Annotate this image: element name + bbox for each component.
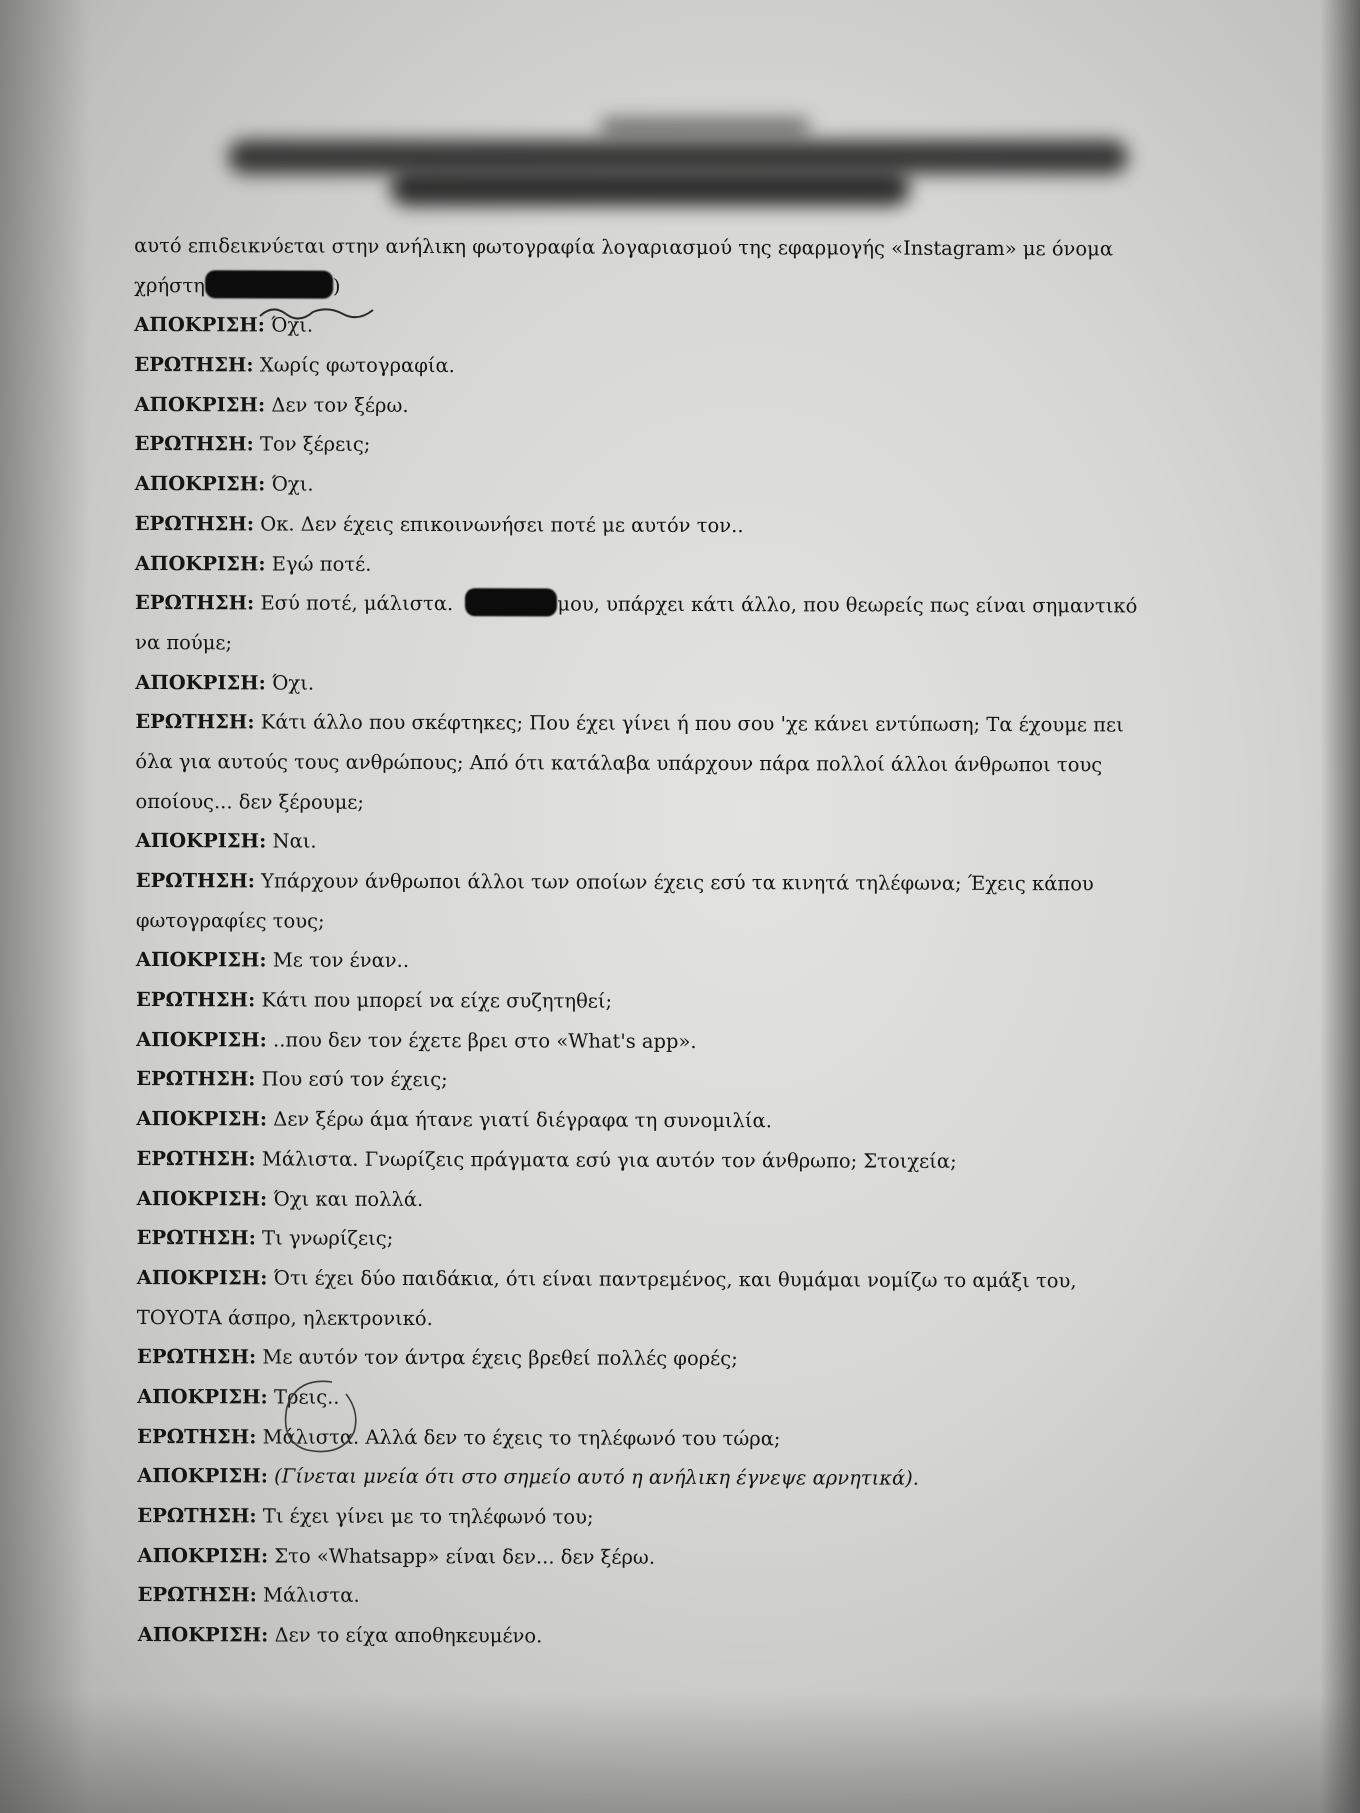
dialogue-text: Ότι έχει δύο παιδάκια, ότι είναι παντρεμένος, και θυμάμαι νομίζω το αμάξι του, [273, 1266, 1077, 1293]
dialogue-line [138, 1615, 1208, 1658]
dialogue-note: (Γίνεται μνεία ότι στο σημείο αυτό η ανήλικη έγνεψε αρνητικά). [274, 1464, 919, 1491]
dialogue-text: ..που δεν τον έχετε βρει στο «What's app». [272, 1028, 697, 1053]
dialogue-text: Που εσύ τον έχεις; [261, 1067, 448, 1092]
dialogue-line [135, 424, 1205, 467]
dialogue-text: Μάλιστα. [262, 1583, 360, 1608]
transcript-body [134, 226, 1208, 1659]
dialogue-line [134, 305, 1204, 348]
speaker-label: ΑΠΟΚΡΙΣΗ: [134, 551, 266, 575]
dialogue-text: Μάλιστα. Γνωρίζεις πράγματα εσύ για αυτόν τον άνθρωπο; Στοιχεία; [261, 1147, 957, 1173]
dialogue-text: Τον ξέρεις; [259, 432, 371, 457]
speaker-label: ΑΠΟΚΡΙΣΗ: [137, 1384, 268, 1409]
dialogue-text: Δεν το είχα αποθηκευμένο. [274, 1623, 543, 1648]
speaker-label: ΑΠΟΚΡΙΣΗ: [135, 829, 267, 853]
speaker-label: ΑΠΟΚΡΙΣΗ: [136, 1107, 268, 1131]
speaker-label: ΑΠΟΚΡΙΣΗ: [136, 1265, 268, 1290]
dialogue-line-continuation: φωτογραφίες τους; [135, 908, 325, 933]
dialogue-line [136, 1139, 1206, 1182]
dialogue-text: Δεν τον ξέρω. [271, 393, 409, 417]
dialogue-line [137, 1377, 1207, 1420]
dialogue-line [135, 663, 1205, 706]
dialogue-text: Μάλιστα. Αλλά δεν το έχεις το τηλέφωνό του τώρα; [262, 1425, 781, 1450]
dialogue-line-continuation: ΤΟΥΟΤΑ άσπρο, ηλεκτρονικό. [136, 1305, 433, 1330]
dialogue-line [136, 1059, 1206, 1102]
dialogue-line [135, 702, 1205, 745]
blurred-header-line-3 [390, 170, 910, 206]
dialogue-line [136, 1099, 1206, 1142]
dialogue-line [136, 980, 1206, 1023]
speaker-label: ΑΠΟΚΡΙΣΗ: [137, 1543, 269, 1568]
speaker-label: ΑΠΟΚΡΙΣΗ: [135, 670, 266, 695]
dialogue-line-continuation: όλα για αυτούς τους ανθρώπους; Από ότι κατάλαβα υπάρχουν πάρα πολλοί άλλοι άνθρωποι τους [135, 749, 1103, 777]
dialogue-text: Οκ. Δεν έχεις επικοινωνήσει ποτέ με αυτόν τον.. [260, 512, 744, 537]
speaker-label: ΕΡΩΤΗΣΗ: [135, 988, 256, 1012]
speaker-label: ΕΡΩΤΗΣΗ: [134, 353, 254, 377]
dialogue-text: Στο «Whatsapp» είναι δεν... δεν ξέρω. [274, 1544, 656, 1569]
page-shadow-left [0, 0, 90, 1813]
speaker-label: ΕΡΩΤΗΣΗ: [136, 1345, 257, 1369]
speaker-label: ΑΠΟΚΡΙΣΗ: [134, 313, 265, 337]
intro-line-2-suffix: ) [332, 274, 341, 298]
dialogue-line [137, 1258, 1207, 1301]
speaker-label: ΕΡΩΤΗΣΗ: [134, 511, 255, 536]
page-shadow-right [1320, 0, 1360, 1813]
speaker-label: ΕΡΩΤΗΣΗ: [134, 591, 255, 615]
dialogue-line [135, 544, 1205, 587]
dialogue-line [137, 1218, 1207, 1261]
speaker-label: ΕΡΩΤΗΣΗ: [136, 1067, 256, 1091]
dialogue-text: Τρεις.. [273, 1385, 340, 1409]
dialogue-text: Με τον έναν.. [272, 948, 410, 973]
dialogue-text: Υπάρχουν άνθρωποι άλλοι των οποίων έχεις εσύ τα κινητά τηλέφωνα; Έχεις κάπου [261, 869, 1094, 896]
dialogue-text: Κάτι που μπορεί να είχε συζητηθεί; [261, 988, 613, 1013]
speaker-label: ΕΡΩΤΗΣΗ: [137, 1583, 257, 1607]
speaker-label: ΕΡΩΤΗΣΗ: [137, 1504, 257, 1528]
blurred-header-line-2 [228, 140, 1128, 174]
dialogue-text: Τι γνωρίζεις; [262, 1226, 394, 1251]
intro-line-2 [134, 266, 1204, 309]
page-shadow-bottom [0, 1693, 1360, 1813]
dialogue-line [134, 345, 1204, 388]
dialogue-line [137, 1496, 1207, 1539]
speaker-label: ΕΡΩΤΗΣΗ: [135, 869, 255, 893]
speaker-label: ΕΡΩΤΗΣΗ: [137, 1424, 257, 1449]
speaker-label: ΕΡΩΤΗΣΗ: [136, 1226, 256, 1250]
speaker-label: ΑΠΟΚΡΙΣΗ: [136, 1027, 267, 1052]
dialogue-text: Δεν ξέρω άμα ήτανε γιατί διέγραφα τη συνομιλία. [273, 1107, 772, 1133]
dialogue-text: Όχι. [272, 671, 315, 695]
dialogue-text: Χωρίς φωτογραφία. [259, 353, 455, 378]
intro-line-1: αυτό επιδεικνύεται στην ανήλικη φωτογραφία λογαριασμού της εφαρμογής «Instagram» με όνομα [134, 234, 1114, 261]
dialogue-text: Ναι. [272, 829, 317, 853]
dialogue-line [136, 1020, 1206, 1063]
dialogue-line [135, 464, 1205, 507]
speaker-label: ΑΠΟΚΡΙΣΗ: [135, 948, 267, 972]
dialogue-line [137, 1337, 1207, 1380]
redacted-name [465, 588, 557, 616]
dialogue-text: Όχι. [271, 472, 314, 496]
dialogue-line [135, 583, 1205, 626]
speaker-label: ΑΠΟΚΡΙΣΗ: [137, 1464, 268, 1488]
blurred-header-line-1 [600, 118, 810, 136]
dialogue-text: Εσύ ποτέ, μάλιστα. [260, 591, 454, 616]
dialogue-text: Όχι. [271, 313, 314, 338]
speaker-label: ΑΠΟΚΡΙΣΗ: [134, 472, 266, 496]
dialogue-line [135, 504, 1205, 547]
dialogue-line-continuation: οποίους... δεν ξέρουμε; [135, 789, 364, 814]
dialogue-text: Τι έχει γίνει με το τηλέφωνό του; [262, 1504, 594, 1529]
dialogue-line-continuation: να πούμε; [135, 630, 233, 655]
dialogue-text: Κάτι άλλο που σκέφτηκες; Που έχει γίνει ή που σου 'χε κάνει εντύπωση; Τα έχουμε πει [260, 710, 1124, 737]
dialogue-line [136, 940, 1206, 983]
dialogue-text: μου, υπάρχει κάτι άλλο, που θεωρείς πως είναι σημαντικό [557, 592, 1138, 618]
dialogue-line [136, 1179, 1206, 1222]
speaker-label: ΑΠΟΚΡΙΣΗ: [134, 392, 266, 417]
dialogue-text: Όχι και πολλά. [273, 1186, 424, 1211]
speaker-label: ΕΡΩΤΗΣΗ: [134, 432, 254, 456]
dialogue-line [138, 1575, 1208, 1618]
dialogue-line [137, 1456, 1207, 1499]
speaker-label: ΕΡΩΤΗΣΗ: [136, 1146, 256, 1171]
dialogue-line [134, 385, 1204, 428]
dialogue-line [137, 1417, 1207, 1460]
dialogue-line [136, 821, 1206, 864]
speaker-label: ΕΡΩΤΗΣΗ: [135, 710, 255, 734]
dialogue-text: Εγώ ποτέ. [271, 551, 372, 576]
redacted-username [205, 270, 333, 298]
dialogue-text: Με αυτόν τον άντρα έχεις βρεθεί πολλές φορές; [262, 1345, 738, 1371]
speaker-label: ΑΠΟΚΡΙΣΗ: [137, 1623, 269, 1647]
dialogue-line [137, 1536, 1207, 1579]
intro-line-2-prefix: χρήστη [134, 273, 205, 297]
dialogue-line [136, 861, 1206, 904]
speaker-label: ΑΠΟΚΡΙΣΗ: [136, 1186, 268, 1210]
